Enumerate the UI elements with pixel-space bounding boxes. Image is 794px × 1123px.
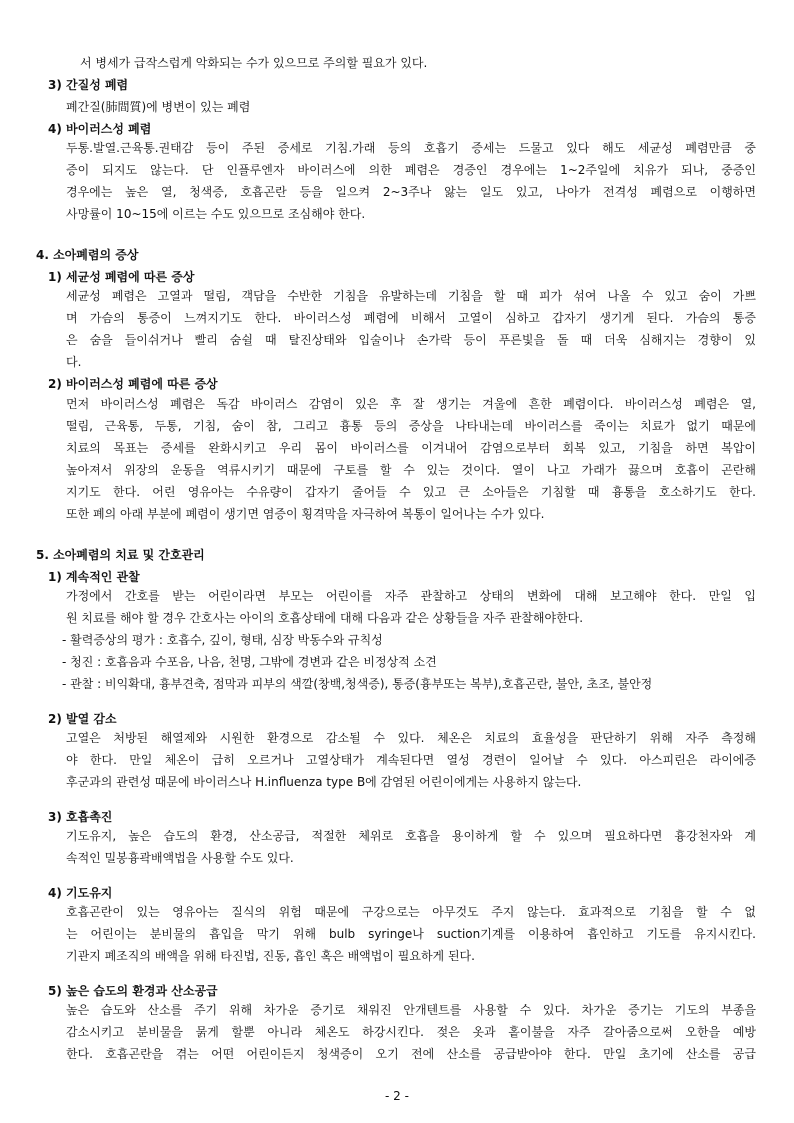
text-line: 먼저 바이러스성 폐렴은 독감 바이러스 감염이 있은 후 잘 생기는 겨울에 흔한 폐렴이다. 바이러스성 폐렴은 열, — [66, 397, 756, 411]
bullet-item: - 활력증상의 평가 : 호흡수, 깊이, 형태, 심장 박동수와 규칙성 — [62, 633, 383, 647]
text-line: 원 치료를 해야 할 경우 간호사는 아이의 호흡상태에 대해 다음과 같은 상황들을 자주 관찰해야한다. — [66, 611, 584, 625]
text-line: 사망률이 10~15에 이르는 수도 있으므로 조심해야 한다. — [66, 207, 366, 221]
text-line: 며 가슴의 통증이 느껴지기도 한다. 바이러스성 폐렴에 비해서 고열이 심하고 갑자기 생기게 된다. 가슴의 통증 — [66, 311, 756, 325]
subsection-heading: 5) 높은 습도의 환경과 산소공급 — [48, 984, 218, 998]
text-line: 은 숨을 들이쉬거나 빨리 숨쉴 때 탈진상태와 입술이나 손가락 등이 푸른빛을 돌 때 더욱 심해지는 경향이 있 — [66, 333, 756, 347]
subsection-heading: 1) 세균성 폐렴에 따른 증상 — [48, 270, 195, 284]
subsection-heading: 2) 발열 감소 — [48, 712, 117, 726]
text-line: 떨림, 근육통, 두통, 기침, 숨이 참, 그리고 흉통 등의 증상을 나타내는데 바이러스를 죽이는 치료가 없기 때문에 — [66, 419, 756, 433]
text-line: 서 병세가 급작스럽게 악화되는 수가 있으므로 주의할 필요가 있다. — [80, 56, 428, 70]
section-heading: 5. 소아폐렴의 치료 및 간호관리 — [36, 548, 205, 562]
text-line: 가정에서 간호를 받는 어린이라면 부모는 어린이를 자주 관찰하고 상태의 변화에 대해 보고해야 한다. 만일 입 — [66, 589, 756, 603]
subsection-heading: 3) 간질성 폐렴 — [48, 78, 129, 92]
subsection-heading: 2) 바이러스성 폐렴에 따른 증상 — [48, 377, 218, 391]
text-line: 감소시키고 분비물을 묽게 할뿐 아니라 체온도 하강시킨다. 젖은 옷과 홑이불을 자주 갈아줌으로써 오한을 예방 — [66, 1025, 756, 1039]
text-line: 야 한다. 만일 체온이 급히 오르거나 고열상태가 계속된다면 열성 경련이 일어날 수 있다. 아스피린은 라이에증 — [66, 753, 756, 767]
text-line: 폐간질(肺間質)에 병변이 있는 폐렴 — [66, 100, 251, 114]
text-line: 속적인 밀봉흉곽배액법을 사용할 수도 있다. — [66, 851, 294, 865]
subsection-heading: 1) 계속적인 관찰 — [48, 570, 140, 584]
text-line: 호흡곤란이 있는 영유아는 질식의 위험 때문에 구강으로는 아무것도 주지 않는다. 효과적으로 기침을 할 수 없 — [66, 905, 756, 919]
text-line: 다. — [66, 355, 82, 369]
subsection-heading: 4) 기도유지 — [48, 886, 113, 900]
page-number: - 2 - — [385, 1089, 409, 1103]
text-line: 높아져서 위장의 운동을 역류시키기 때문에 구토를 할 수 있는 것이다. 열이 나고 가래가 끓으며 호흡이 곤란해 — [66, 463, 756, 477]
text-line: 높은 습도와 산소를 주기 위해 차가운 증기로 채워진 안개텐트를 사용할 수 있다. 차가운 증기는 기도의 부종을 — [66, 1003, 756, 1017]
text-line: 또한 폐의 아래 부분에 폐렴이 생기면 염증이 횡격막을 자극하여 복통이 일어나는 수가 있다. — [66, 507, 545, 521]
text-line: 고열은 처방된 해열제와 시원한 환경으로 감소될 수 있다. 체온은 치료의 효율성을 판단하기 위해 자주 측정해 — [66, 731, 756, 745]
text-line: 경우에는 높은 열, 청색증, 호흡곤란 등을 일으켜 2~3주나 앓는 일도 있고, 나아가 전격성 폐렴으로 이행하면 — [66, 185, 756, 199]
subsection-heading: 3) 호흡촉진 — [48, 810, 113, 824]
text-line: 세균성 폐렴은 고열과 떨림, 객담을 수반한 기침을 유발하는데 기침을 할 때 피가 섞여 나올 수 있고 숨이 가쁘 — [66, 289, 756, 303]
bullet-item: - 청진 : 호흡음과 수포음, 나음, 천명, 그밖에 경변과 같은 비정상적 소견 — [62, 655, 437, 669]
bullet-item: - 관찰 : 비익확대, 흉부견축, 점막과 피부의 색깔(창백,청색증), 통증(흉부또는 복부),호흡곤란, 불안, 초조, 불안정 — [62, 677, 653, 691]
text-line: 기관지 폐조직의 배액을 위해 타진법, 진동, 흡인 혹은 배액법이 필요하게 된다. — [66, 949, 475, 963]
text-line: 한다. 호흡곤란을 겪는 어떤 어린이든지 청색증이 오기 전에 산소를 공급받아야 한다. 만일 초기에 산소를 공급 — [66, 1047, 756, 1061]
text-line: 는 어린이는 분비물의 흡입을 막기 위해 bulb syringe나 suction기계를 이용하여 흡인하고 기도를 유지시킨다. — [66, 927, 756, 941]
subsection-heading: 4) 바이러스성 폐렴 — [48, 122, 152, 136]
text-line: 증이 되지도 않는다. 단 인플루엔자 바이러스에 의한 폐렴은 경증인 경우에는 1~2주일에 치유가 되나, 중증인 — [66, 163, 756, 177]
text-line: 두통.발열.근육통.권태감 등이 주된 증세로 기침.가래 등의 호흡기 증세는 드물고 있다 해도 세균성 폐렴만큼 중 — [66, 141, 756, 155]
text-line: 지기도 한다. 어린 영유아는 수유량이 갑자기 줄어들 수 있고 큰 소아들은 기침할 때 흉통을 호소하기도 한다. — [66, 485, 756, 499]
section-heading: 4. 소아폐렴의 증상 — [36, 248, 139, 262]
text-line: 치료의 목표는 증세를 완화시키고 우리 몸이 바이러스를 이겨내어 감염으로부터 회복 있고, 기침을 하면 복압이 — [66, 441, 756, 455]
text-line: 후군과의 관련성 때문에 바이러스나 H.influenza type B에 감염된 어린이에게는 사용하지 않는다. — [66, 775, 582, 789]
text-line: 기도유지, 높은 습도의 환경, 산소공급, 적절한 체위로 호흡을 용이하게 할 수 있으며 필요하다면 흉강천자와 계 — [66, 829, 756, 843]
